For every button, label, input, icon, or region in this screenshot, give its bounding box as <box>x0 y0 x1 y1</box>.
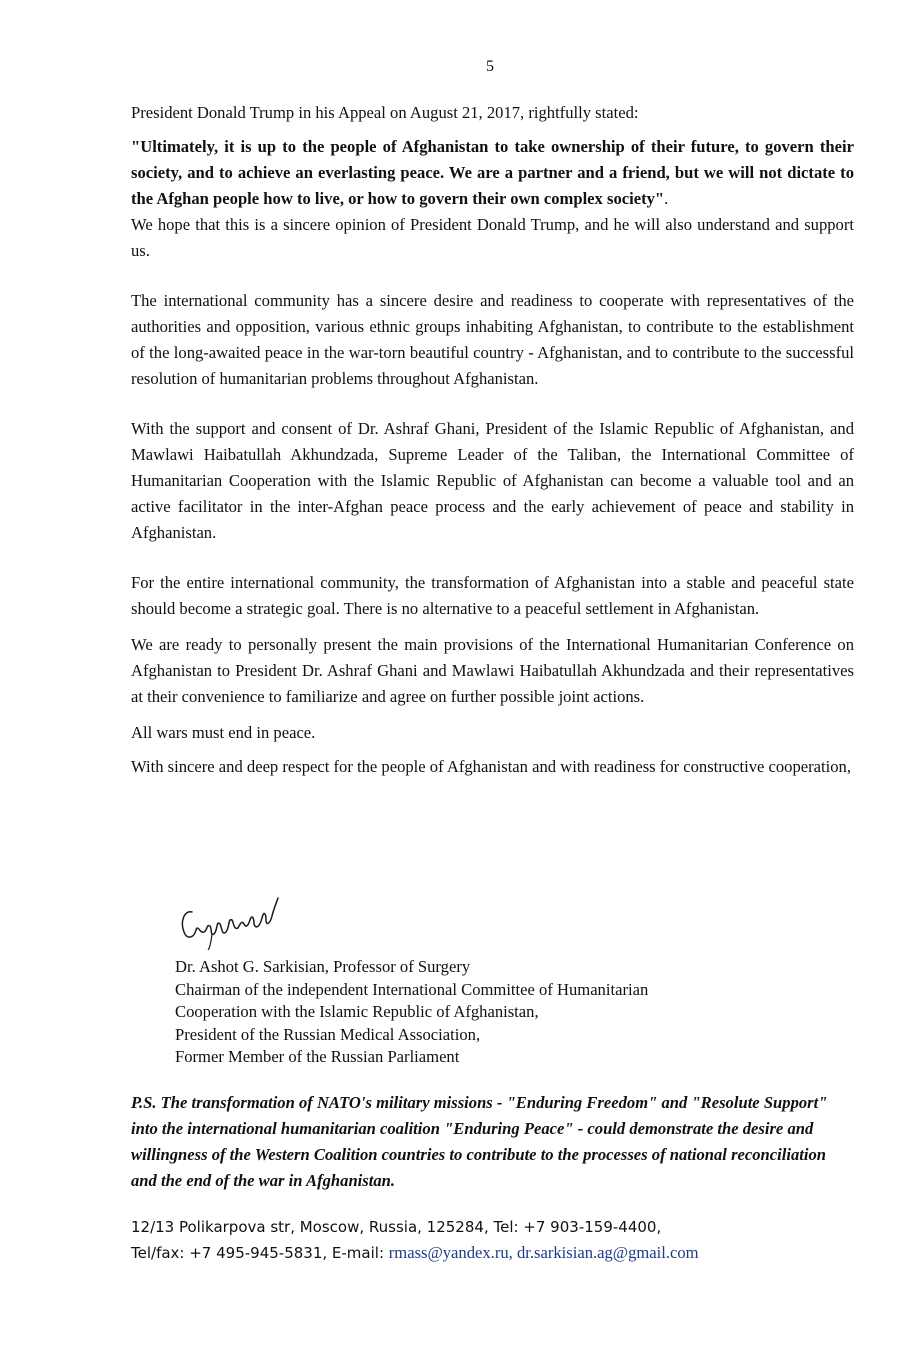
signer-title-3: President of the Russian Medical Association, <box>175 1024 481 1044</box>
hope-paragraph: We hope that this is a sincere opinion of President Donald Trump, and he will also understand and support us. <box>131 215 854 260</box>
signer-title-2: Cooperation with the Islamic Republic of Afghanistan, <box>175 1002 539 1021</box>
contact-info <box>131 1214 699 1266</box>
wars-paragraph: All wars must end in peace. <box>131 723 316 742</box>
trump-quote: "Ultimately, it is up to the people of Afghanistan to take ownership of their future, to govern their society, and to achieve an everlasting peace. We are a partner and a friend, but we will not dictate to the Afghan people how to live, or how to govern their own complex society". <box>131 137 854 208</box>
handwritten-signature <box>178 890 298 950</box>
signer-name: Dr. Ashot G. Sarkisian, Professor of Surgery <box>175 957 471 976</box>
signature-block <box>175 956 648 1069</box>
community-paragraph: The international community has a sincere desire and readiness to cooperate with representatives of the authorities and opposition, various ethnic groups inhabiting Afghanistan, to contribute to the establishment of the long-awaited peace in the war-torn beautiful country - Afghanistan, and to contribute to the successful resolution of humanitarian problems throughout Afghanistan. <box>131 291 854 388</box>
ready-paragraph: We are ready to personally present the main provisions of the International Humanitarian Conference on Afghanistan to President Dr. Ashraf Ghani and Mawlawi Haibatullah Akhundzada and their representatives at their convenience to familiarize and agree on further possible joint actions. <box>131 635 854 706</box>
postscript: P.S. The transformation of NATO's military missions - "Enduring Freedom" and "Resolute Support" into the international humanitarian coalition "Enduring Peace" - could demonstrate the desire and willingness of the Western Coalition countries to contribute to the processes of national reconciliation and the end of the war in Afghanistan. <box>131 1093 828 1190</box>
email-links[interactable]: rmass@yandex.ru, dr.sarkisian.ag@gmail.com <box>388 1243 699 1262</box>
support-paragraph: With the support and consent of Dr. Ashraf Ghani, President of the Islamic Republic of Afghanistan, and Mawlawi Haibatullah Akhundzada, Supreme Leader of the Taliban, the International Committee of Humanitarian Cooperation with the Islamic Republic of Afghanistan can become a valuable tool and an active facilitator in the inter-Afghan peace process and the early achievement of peace and stability in Afghanistan. <box>131 419 854 542</box>
intro-paragraph: President Donald Trump in his Appeal on August 21, 2017, rightfully stated: <box>131 103 639 122</box>
closing-paragraph: With sincere and deep respect for the people of Afghanistan and with readiness for constructive cooperation, <box>131 757 851 776</box>
letter-body <box>131 100 854 780</box>
telfax-line: Tel/fax: +7 495-945-5831, E-mail: rmass@yandex.ru, dr.sarkisian.ag@gmail.com <box>131 1243 699 1262</box>
address-line: 12/13 Polikarpova str, Moscow, Russia, 125284, Tel: +7 903-159-4400, <box>131 1218 662 1236</box>
signer-title-4: Former Member of the Russian Parliament <box>175 1047 460 1066</box>
signer-title-1: Chairman of the independent International Committee of Humanitarian <box>175 979 649 999</box>
page-number: 5 <box>486 58 494 75</box>
goal-paragraph: For the entire international community, the transformation of Afghanistan into a stable and peaceful state should become a strategic goal. There is no alternative to a peaceful settlement in Afghanistan. <box>131 573 854 618</box>
